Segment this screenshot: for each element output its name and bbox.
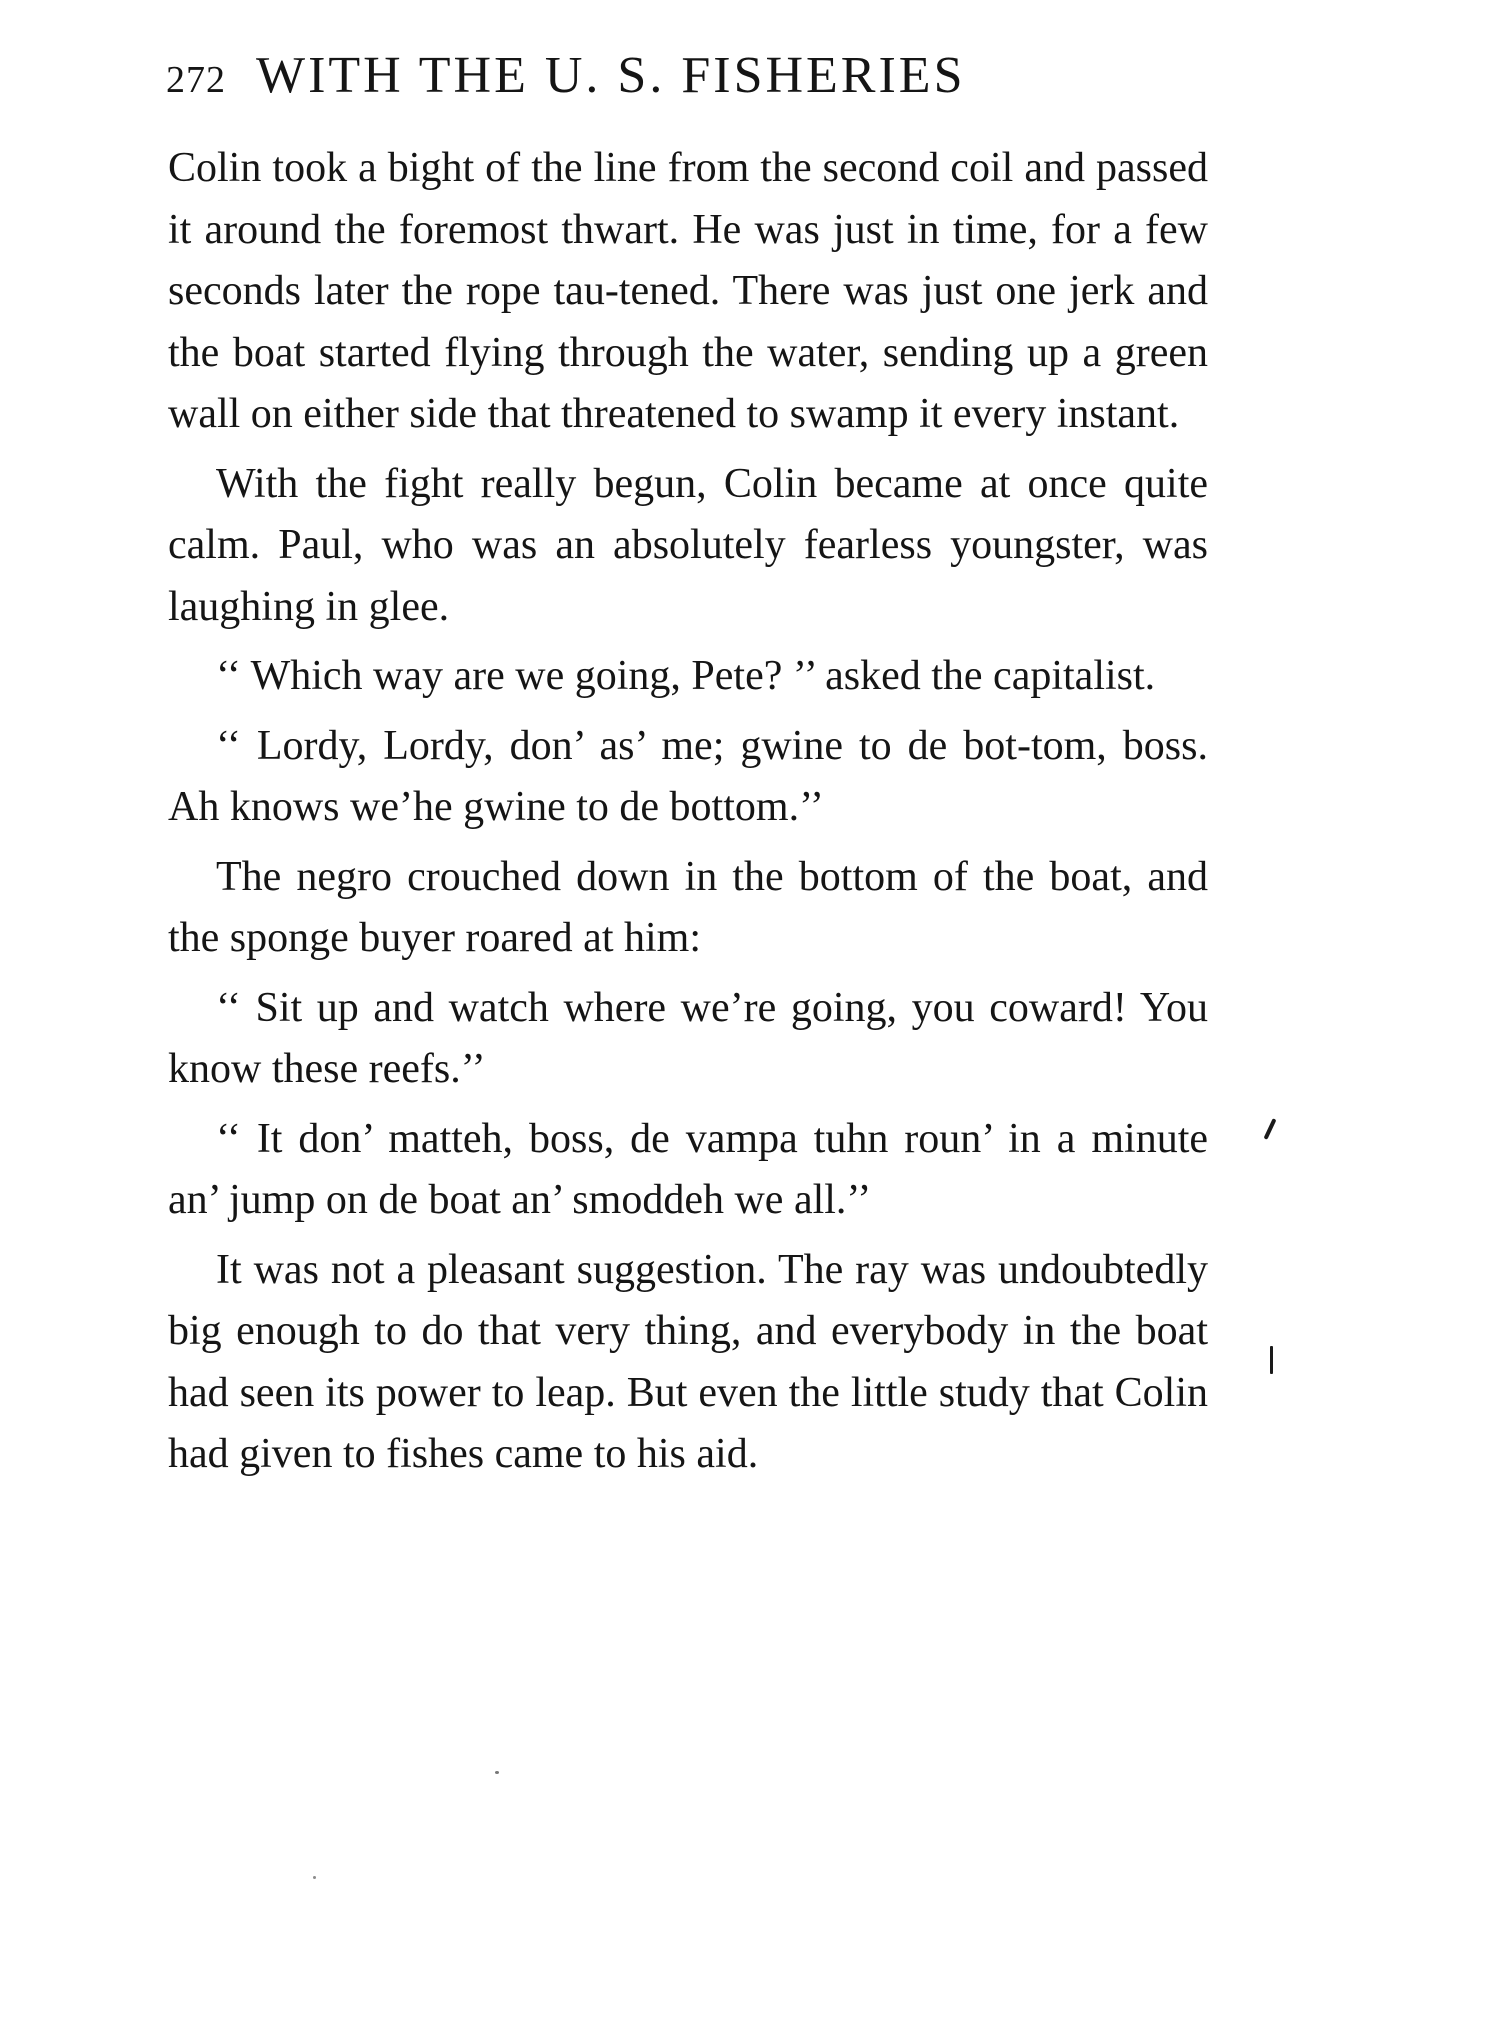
paragraph: ‘‘ Which way are we going, Pete? ’’ asked the capitalist. — [216, 653, 1156, 699]
margin-tick-mark — [1264, 1118, 1277, 1140]
running-title: WITH THE U. S. FISHERIES — [256, 47, 966, 104]
paragraph: Colin took a bight of the line from the second coil and passed it around the foremost thwart. He was just in time, for a few seconds later the rope tau-tened. There was just one jerk and the boat started flying through the water, sending up a green wall on either side that threatened to swamp it every instant. — [168, 145, 1208, 437]
scan-dust — [495, 1771, 499, 1774]
paragraph: It was not a pleasant suggestion. The ray was undoubtedly big enough to do that very thing, and everybody in the boat had seen its power to leap. But even the little study that Colin had given to fishes came to his aid. — [168, 1246, 1208, 1477]
margin-bar-mark — [1270, 1346, 1273, 1374]
paragraph: With the fight really begun, Colin became at once quite calm. Paul, who was an absolutely fearless youngster, was laughing in glee. — [168, 460, 1208, 630]
paragraph: ‘‘ Sit up and watch where we’re going, you coward! You know these reefs.’’ — [168, 984, 1208, 1092]
scan-dust — [313, 1876, 316, 1879]
body-text — [168, 138, 1208, 1494]
page-number: 272 — [166, 59, 226, 101]
paragraph: The negro crouched down in the bottom of the boat, and the sponge buyer roared at him: — [168, 853, 1208, 961]
running-head — [166, 46, 1206, 116]
paragraph: ‘‘ It don’ matteh, boss, de vampa tuhn roun’ in a minute an’ jump on de boat an’ smoddeh we all.’’ — [168, 1115, 1208, 1223]
paragraph: ‘‘ Lordy, Lordy, don’ as’ me; gwine to de bot-tom, boss. Ah knows we’he gwine to de bottom.’’ — [168, 722, 1208, 830]
